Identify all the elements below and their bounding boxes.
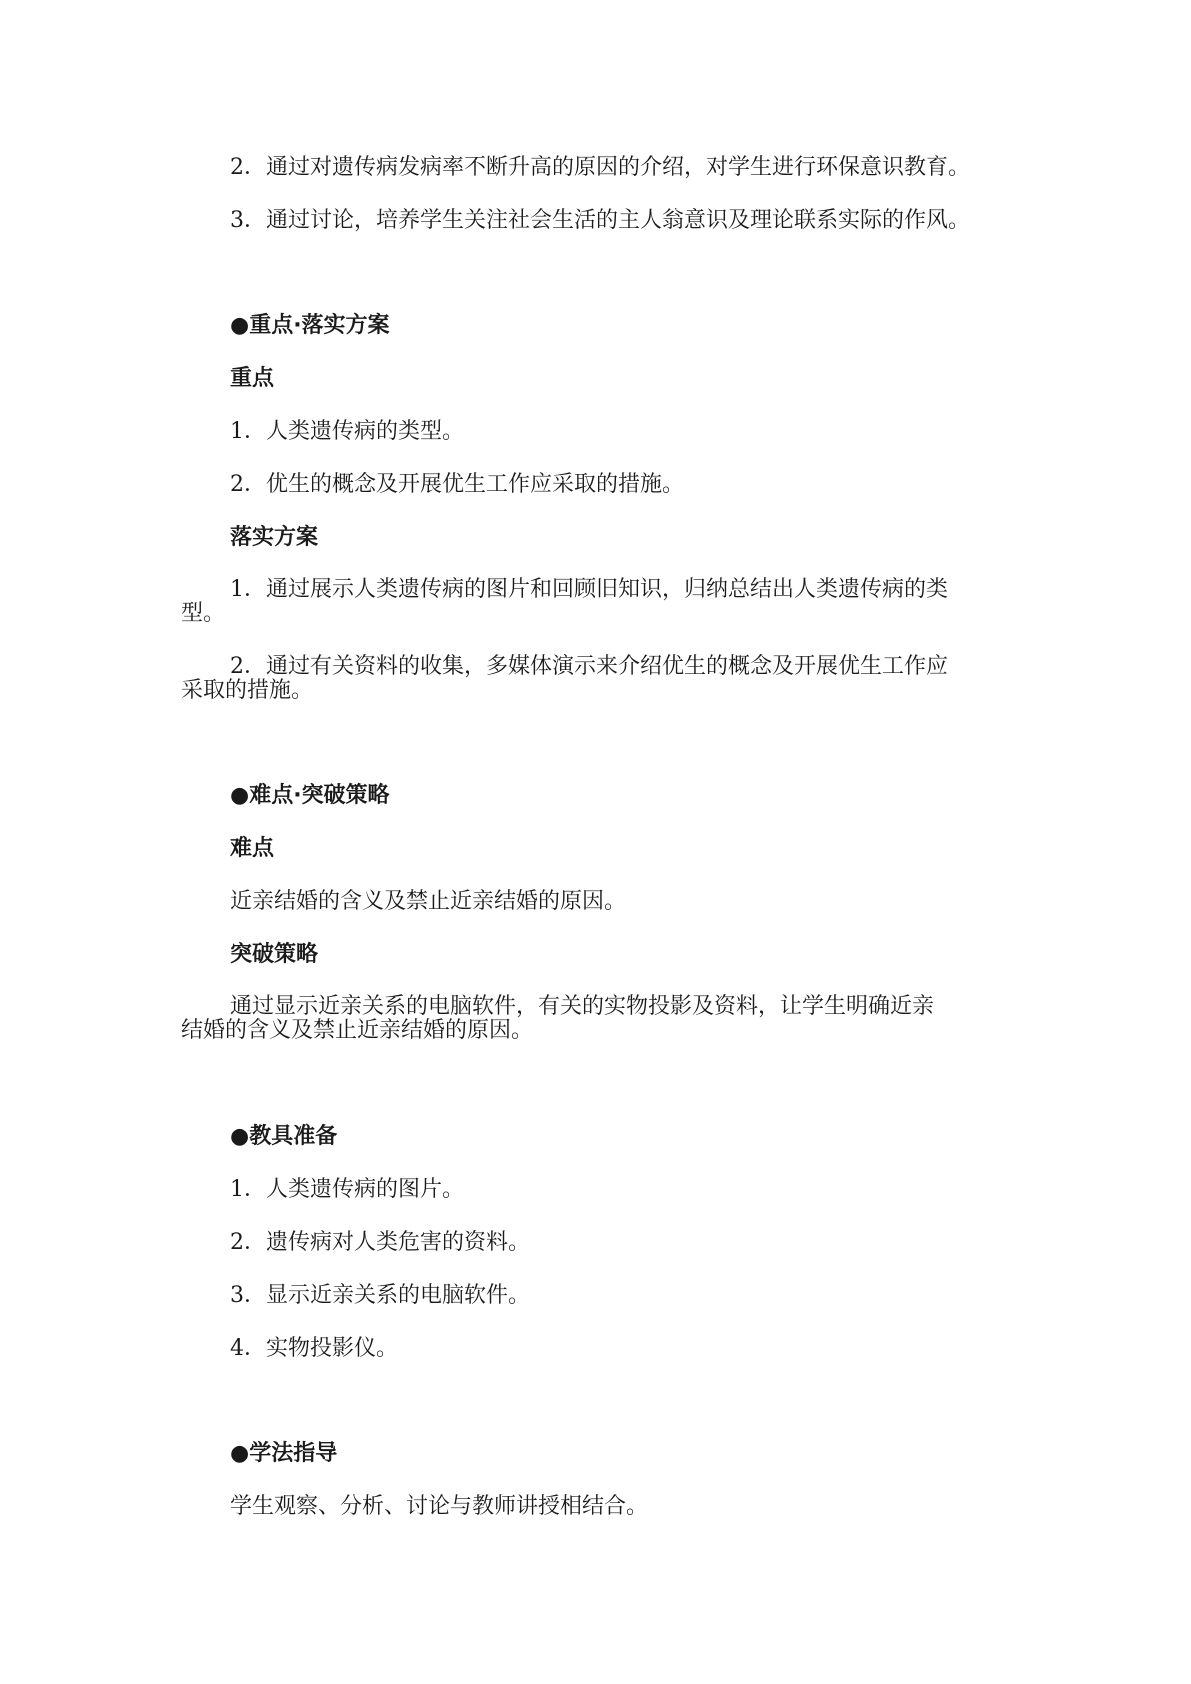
tool-item-2: 2．遗传病对人类危害的资料。 <box>230 1230 530 1255</box>
objective-3: 3．通过讨论，培养学生关注社会生活的主人翁意识及理论联系实际的作风。 <box>230 208 970 233</box>
focus-plan-1-line2: 型。 <box>181 601 226 626</box>
tool-item-1: 1．人类遗传病的图片。 <box>230 1177 464 1202</box>
section-heading-focus: ●重点·落实方案 <box>230 313 390 338</box>
subheading-difficulty-points: 难点 <box>230 836 275 861</box>
subheading-difficulty-strategy: 突破策略 <box>230 942 319 967</box>
section-heading-tools: ●教具准备 <box>230 1124 338 1149</box>
focus-point-2: 2．优生的概念及开展优生工作应采取的措施。 <box>230 472 684 497</box>
difficulty-strategy-line2: 结婚的含义及禁止近亲结婚的原因。 <box>181 1018 534 1043</box>
tool-item-3: 3．显示近亲关系的电脑软件。 <box>230 1283 530 1308</box>
difficulty-strategy-line1: 通过显示近亲关系的电脑软件，有关的实物投影及资料，让学生明确近亲 <box>230 994 935 1019</box>
objective-2: 2．通过对遗传病发病率不断升高的原因的介绍，对学生进行环保意识教育。 <box>230 155 970 180</box>
difficulty-text: 近亲结婚的含义及禁止近亲结婚的原因。 <box>230 889 627 914</box>
subheading-focus-points: 重点 <box>230 366 275 391</box>
method-text: 学生观察、分析、讨论与教师讲授相结合。 <box>230 1494 649 1519</box>
section-heading-difficulty: ●难点·突破策略 <box>230 783 390 808</box>
subheading-focus-plan: 落实方案 <box>230 525 319 550</box>
focus-plan-2-line2: 采取的措施。 <box>181 678 314 703</box>
focus-plan-1-line1: 1．通过展示人类遗传病的图片和回顾旧知识，归纳总结出人类遗传病的类 <box>230 577 948 602</box>
tool-item-4: 4．实物投影仪。 <box>230 1336 398 1361</box>
focus-plan-2-line1: 2．通过有关资料的收集，多媒体演示来介绍优生的概念及开展优生工作应 <box>230 654 948 679</box>
focus-point-1: 1．人类遗传病的类型。 <box>230 419 464 444</box>
section-heading-method: ●学法指导 <box>230 1441 338 1466</box>
